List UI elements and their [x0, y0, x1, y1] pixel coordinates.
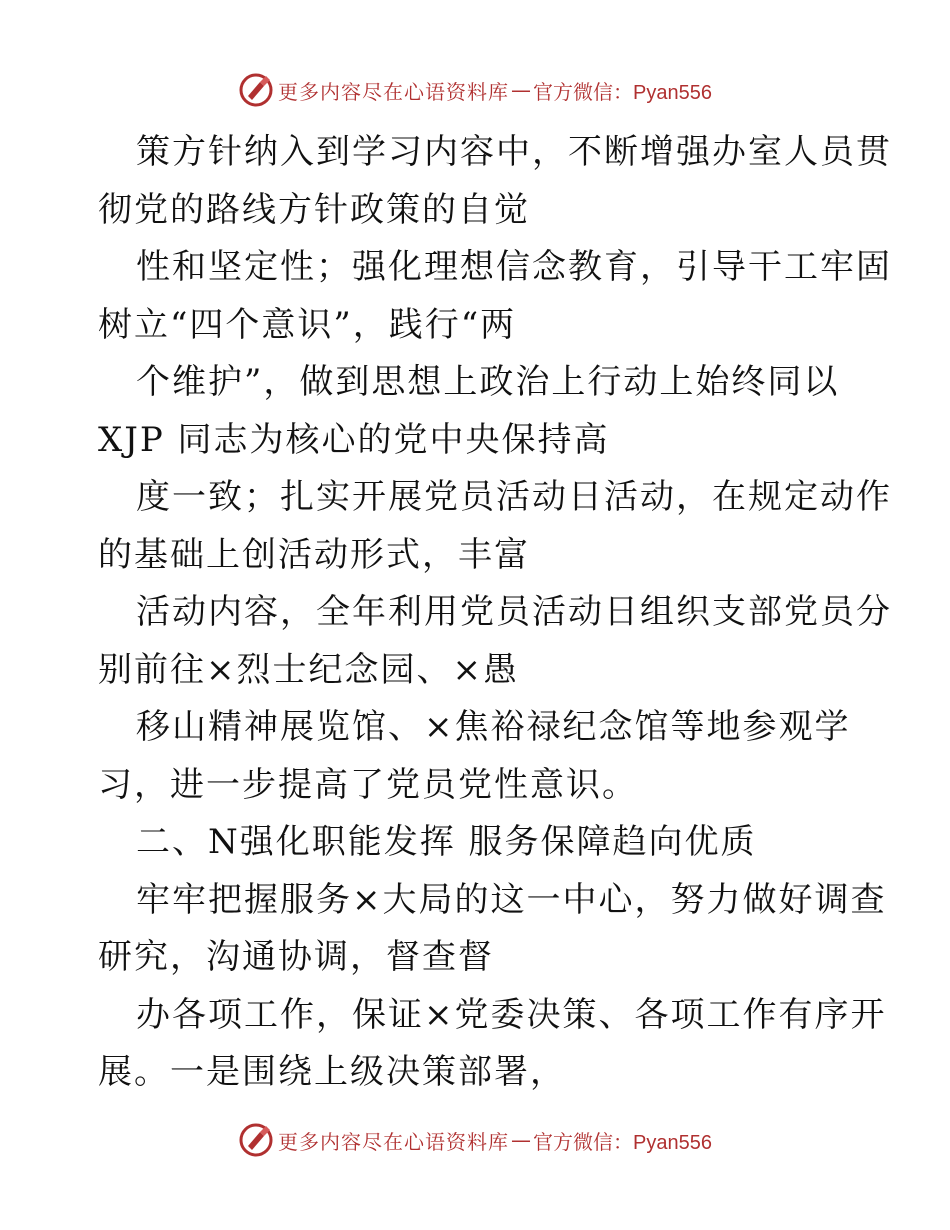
text-line: 树立“四个意识”，践行“两	[98, 304, 517, 345]
text-line: 展。一是围绕上级决策部署，	[98, 1052, 566, 1092]
watermark-wechat: 官方微信：Pyan556	[533, 81, 712, 104]
document-body	[98, 124, 892, 1102]
watermark-footer	[0, 1120, 950, 1160]
watermark-wechat: 官方微信：Pyan556	[533, 1131, 712, 1154]
text-line: 的基础上创活动形式，丰富	[98, 534, 530, 575]
watermark-separator: —	[511, 1128, 532, 1152]
text-line: 活动内容，全年利用党员活动日组织支部党员分	[136, 592, 892, 632]
text-line: 彻党的路线方针政策的自觉	[98, 189, 530, 230]
text-line: 移山精神展览馆、×焦裕禄纪念馆等地参观学	[136, 707, 851, 747]
text-line: 性和坚定性；强化理想信念教育，引导干工牢固	[136, 247, 892, 287]
text-line: 二、N强化职能发挥 服务保障趋向优质	[136, 822, 757, 862]
text-line: 牢牢把握服务×大局的这一中心，努力做好调查	[136, 879, 887, 920]
brand-logo-icon	[238, 72, 274, 108]
text-line: 度一致；扎实开展党员活动日活动，在规定动作	[136, 477, 892, 517]
watermark-separator: —	[511, 78, 532, 102]
text-line: XJP 同志为核心的党中央保持高	[98, 419, 610, 460]
watermark-brand: 更多内容尽在心语资料库	[278, 1129, 510, 1154]
text-line: 办各项工作，保证×党委决策、各项工作有序开	[136, 994, 887, 1035]
text-line: 策方针纳入到学习内容中，不断增强办室人员贯	[136, 132, 892, 172]
text-line: 个维护”，做到思想上政治上行动上始终同以	[136, 362, 840, 402]
watermark-brand: 更多内容尽在心语资料库	[278, 79, 510, 104]
watermark-header	[0, 70, 950, 110]
brand-logo-icon	[238, 1122, 274, 1158]
text-line: 习，进一步提高了党员党性意识。	[98, 764, 638, 805]
text-line: 研究，沟通协调，督查督	[98, 937, 494, 977]
text-line: 别前往×烈士纪念园、×愚	[98, 649, 519, 690]
